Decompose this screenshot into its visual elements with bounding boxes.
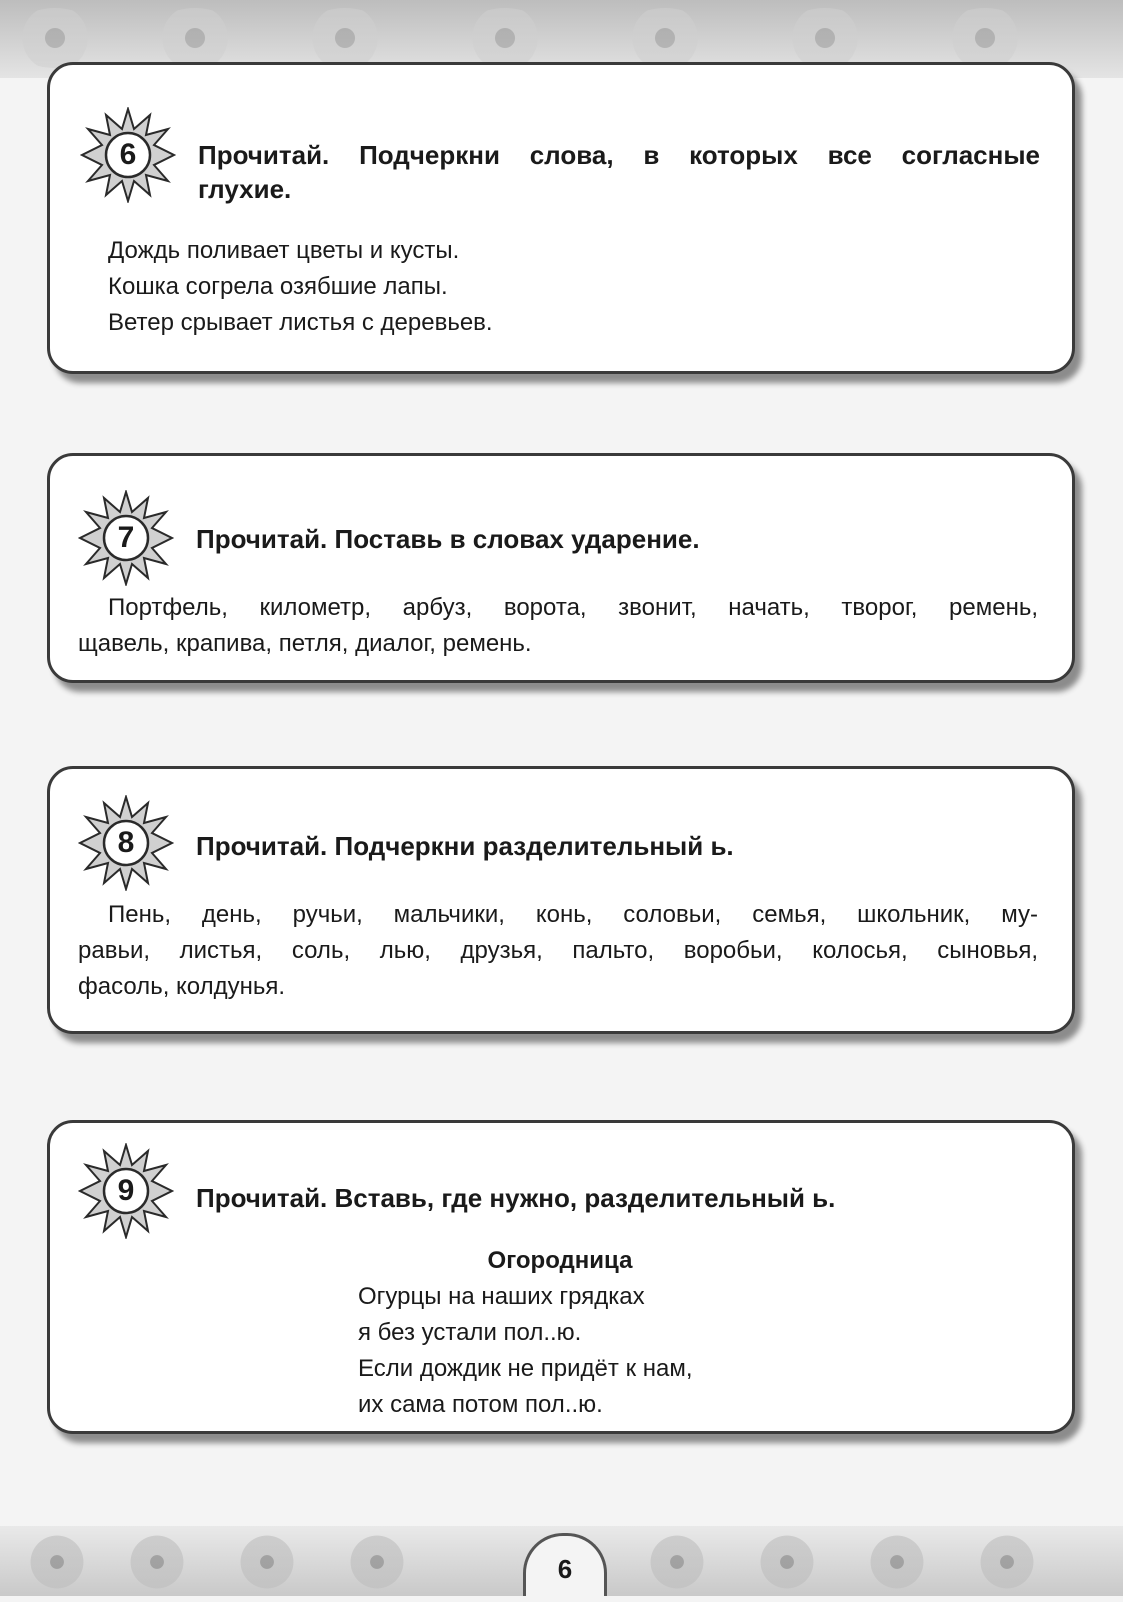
flower-icon <box>20 1532 94 1592</box>
task-badge <box>78 795 174 891</box>
task-card-8 <box>47 766 1075 1034</box>
task-badge <box>78 490 174 586</box>
text-line: щавель, крапива, петля, диалог, ремень. <box>78 630 532 657</box>
sentence: Кошка согрела озябшие лапы. <box>108 273 448 300</box>
task-number: 9 <box>117 1174 135 1207</box>
task-text <box>108 233 1008 341</box>
flower-icon <box>10 8 100 68</box>
task-title: Прочитай. Подчеркни разделительный ь. <box>196 831 734 861</box>
task-card-6 <box>47 62 1075 374</box>
task-card-9 <box>47 1120 1075 1434</box>
poem-title: Огородница <box>487 1247 633 1274</box>
task-text <box>78 897 1038 1005</box>
task-title-line: глухие. <box>198 174 292 204</box>
text-line: равьи, листья, соль, лью, друзья, пальто, воробьи, колосья, сыновья, <box>78 937 1038 964</box>
flower-icon <box>940 8 1030 68</box>
flower-icon <box>640 1532 714 1592</box>
task-title: Прочитай. Вставь, где нужно, разделительный ь. <box>196 1183 836 1213</box>
sentence: Ветер срывает листья с деревьев. <box>108 309 493 336</box>
flower-icon <box>230 1532 304 1592</box>
task-badge <box>78 1143 174 1239</box>
text-line: Портфель, километр, арбуз, ворота, звонит, начать, творог, ремень, <box>108 594 1038 621</box>
task-title <box>198 138 1040 206</box>
task-number: 7 <box>117 521 135 554</box>
flower-icon <box>120 1532 194 1592</box>
flower-icon <box>860 1532 934 1592</box>
text-line: Пень, день, ручьи, мальчики, конь, соловьи, семья, школьник, му- <box>108 901 1038 928</box>
text-line: фасоль, колдунья. <box>78 973 286 1000</box>
sentence: Дождь поливает цветы и кусты. <box>108 237 460 264</box>
task-title: Прочитай. Поставь в словах ударение. <box>196 524 700 554</box>
poem-line: Огурцы на наших грядках <box>358 1283 645 1310</box>
task-text <box>78 590 1038 662</box>
task-badge <box>80 107 176 203</box>
task-number: 6 <box>119 138 137 171</box>
page-number: 6 <box>523 1533 607 1596</box>
poem-line: их сама потом пол..ю. <box>358 1391 603 1418</box>
task-title-line: Прочитай. Подчеркни слова, в которых все согласные <box>198 140 1040 170</box>
flower-icon <box>750 1532 824 1592</box>
poem-line: Если дождик не придёт к нам, <box>358 1355 693 1382</box>
flower-icon <box>340 1532 414 1592</box>
flower-icon <box>460 8 550 68</box>
task-number: 8 <box>117 826 135 859</box>
flower-icon <box>620 8 710 68</box>
flower-icon <box>970 1532 1044 1592</box>
flower-icon <box>150 8 240 68</box>
flower-icon <box>780 8 870 68</box>
task-card-7 <box>47 453 1075 683</box>
flower-icon <box>300 8 390 68</box>
poem-text <box>358 1279 858 1423</box>
poem-line: я без устали пол..ю. <box>358 1319 582 1346</box>
